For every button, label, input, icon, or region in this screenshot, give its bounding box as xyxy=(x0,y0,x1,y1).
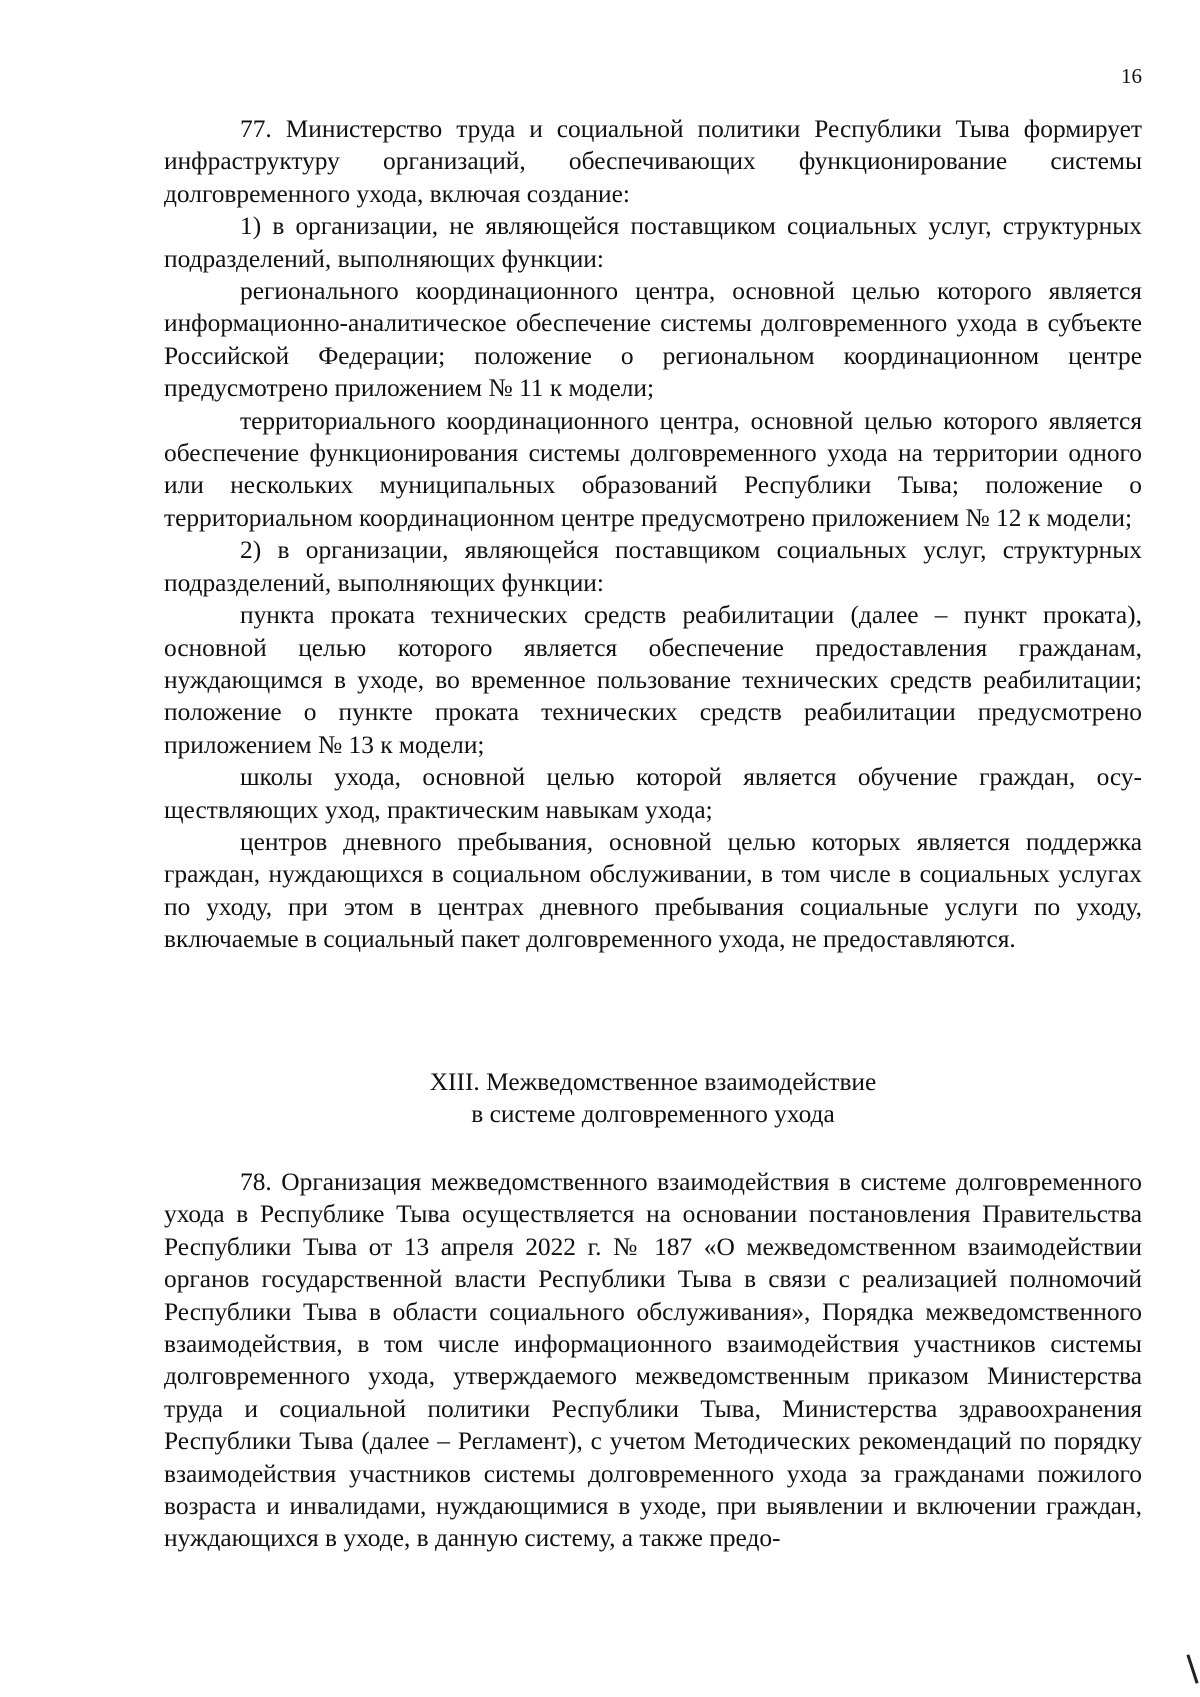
section-heading-line-2: в системе долговременного ухода xyxy=(471,1100,835,1129)
paragraph-77-intro: 77. Министерство труда и социальной политики Республики Тыва формирует инфраструктуру организаций, обеспечивающих функционирование системы долговременного ухода, включая создание: xyxy=(164,115,1142,208)
paragraph-78: 78. Организация межведомственного взаимодействия в системе долговременного ухода в Республике Тыва осуществляется на основании постановления Правительства Республики Тыва от 13 апреля 2022 г. № 187 «О межведомственном взаимодействии органов государственной власти Республики Тыва в связи с реализацией полномочий Республики Тыва в области социального обслуживания», Порядка межведомственного взаимодействия, в том числе информационного взаимодействия участников системы долговременного ухода, утверждаемого межведомственным приказом Министерства труда и социальной политики Республики Тыва, Министерства здравоохранения Республики Тыва (далее – Регламент), с учетом Методических рекомендаций по порядку взаимодействия участников системы долговременного ухода за гражданами пожилого возраста и инвалидами, нуждающимися в уходе, при выявлении и включении граждан, нуждающихся в уходе, в данную систему, а также предо- xyxy=(164,1168,1142,1553)
paragraph-77-item-1: 1) в организации, не являющейся поставщиком социальных услуг, структурных подразделений, выполняющих функции: xyxy=(164,212,1142,273)
section-heading xyxy=(164,1066,1142,1131)
page-number: 16 xyxy=(1121,64,1142,88)
paragraph-care-school: школы ухода, основной целью которой является обучение граждан, осуществляющих уход, практическим навыкам ухода; xyxy=(164,763,1142,824)
scan-edge-mark xyxy=(1186,1654,1198,1683)
paragraph-77-item-2: 2) в организации, являющейся поставщиком социальных услуг, структурных подразделений, выполняющих функции: xyxy=(164,536,1142,597)
paragraph-territorial-center: территориального координационного центра, основной целью которого является обеспечение функционирования системы долговременного ухода на территории одного или нескольких муниципальных образований Республики Тыва; положение о территориальном координационном центре предусмотрено приложением № 12 к модели; xyxy=(164,406,1142,532)
body-text-section-xiii xyxy=(164,1166,1142,1555)
paragraph-rental-point: пункта проката технических средств реабилитации (далее – пункт проката), основной целью которого является обеспечение предоставления гражданам, нуждающимся в уходе, во временное пользование технических средств реабилитации; положение о пункте проката технических средств реабилитации предусмотрено приложением № 13 к модели; xyxy=(164,601,1142,759)
paragraph-day-centers: центров дневного пребывания, основной целью которых является поддержка граждан, нуждающихся в социальном обслуживании, в том числе в социальных услугах по уходу, при этом в центрах дневного пребывания социальные услуги по уходу, включаемые в социальный пакет долговременного ухода, не предоставляются. xyxy=(164,827,1142,954)
body-text-section-xii xyxy=(164,113,1142,956)
section-heading-line-1: XIII. Межведомственное взаимодействие xyxy=(429,1068,877,1096)
paragraph-regional-center: регионального координационного центра, основной целью которого является информационно-аналитическое обеспечение системы долговременного ухода в субъекте Российской Федерации; положение о региональном координационном центре предусмотрено приложением № 11 к модели; xyxy=(164,277,1142,403)
